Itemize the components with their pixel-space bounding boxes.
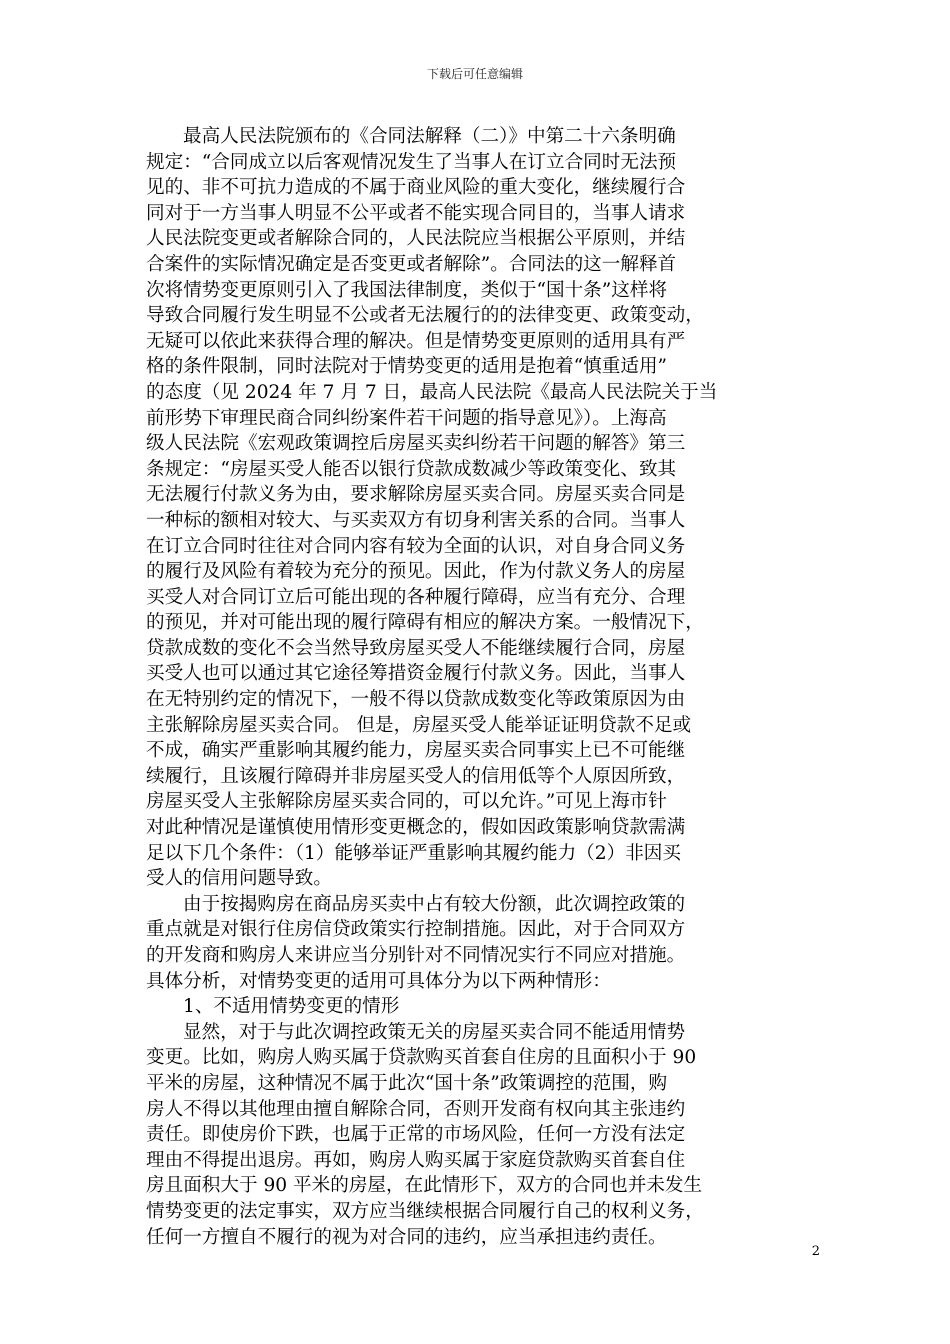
paragraph-line: 规定：“合同成立以后客观情况发生了当事人在订立合同时无法预 — [146, 151, 677, 173]
paragraph-line: 任何一方擅自不履行的视为对合同的违约，应当承担违约责任。 — [146, 1226, 667, 1248]
paragraph-line: 对此种情况是谨慎使用情形变更概念的，假如因政策影响贷款需满 — [146, 817, 686, 839]
paragraph-line: 理由不得提出退房。再如，购房人购买属于家庭贷款购买首套自住 — [146, 1149, 686, 1171]
paragraph-line: 由于按揭购房在商品房买卖中占有较大份额，此次调控政策的 — [183, 893, 686, 915]
paragraph-line: 同对于一方当事人明显不公平或者不能实现合同目的，当事人请求 — [146, 202, 686, 224]
paragraph-line: 级人民法院《宏观政策调控后房屋买卖纠纷若干问题的解答》第三 — [146, 433, 686, 455]
paragraph-line: 房且面积大于 90 平米的房屋，在此情形下，双方的合同也并未发生 — [146, 1175, 703, 1197]
paragraph-line: 格的条件限制，同时法院对于情势变更的适用是抱着“慎重适用” — [146, 356, 668, 378]
paragraph-line: 前形势下审理民商合同纠纷案件若干问题的指导意见》）。上海高 — [146, 407, 667, 429]
paragraph-line: 受人的信用问题导致。 — [146, 868, 332, 890]
paragraph-line: 的开发商和购房人来讲应当分别针对不同情况实行不同应对措施。 — [146, 945, 686, 966]
paragraph-line: 具体分析，对情势变更的适用可具体分为以下两种情形： — [146, 970, 611, 992]
paragraph-line: 不成，确实严重影响其履约能力，房屋买卖合同事实上已不可能继 — [146, 740, 686, 762]
paragraph-line: 在订立合同时往往对合同内容有较为全面的认识，对自身合同义务 — [146, 535, 686, 557]
paragraph-line: 主张解除房屋买卖合同。 但是，房屋买受人能举证证明贷款不足或 — [146, 714, 692, 736]
paragraph-line: 足以下几个条件：（1）能够举证严重影响其履约能力（2）非因买 — [146, 842, 681, 864]
paragraph-line: 房人不得以其他理由擅自解除合同，否则开发商有权向其主张违约 — [146, 1098, 686, 1120]
paragraph-line: 一种标的额相对较大、与买卖双方有切身利害关系的合同。当事人 — [146, 509, 686, 531]
paragraph-line: 的态度（见 2024 年 7 月 7 日，最高人民法院《最高人民法院关于当 — [146, 381, 718, 403]
paragraph-line: 人民法院变更或者解除合同的，人民法院应当根据公平原则，并结 — [146, 228, 686, 250]
page-number: 2 — [811, 1244, 820, 1259]
paragraph-line: 房屋买受人主张解除房屋买卖合同的，可以允许。”可见上海市针 — [146, 791, 667, 813]
paragraph-line: 贷款成数的变化不会当然导致房屋买受人不能继续履行合同，房屋 — [146, 637, 686, 659]
paragraph-line: 责任。即使房价下跌，也属于正常的市场风险，任何一方没有法定 — [146, 1124, 686, 1146]
paragraph-line: 最高人民法院颁布的《合同法解释（二）》中第二十六条明确 — [183, 126, 676, 147]
paragraph-line: 买受人也可以通过其它途径筹措资金履行付款义务。因此，当事人 — [146, 663, 686, 685]
paragraph-line: 变更。比如，购房人购买属于贷款购买首套自住房的且面积小于 90 — [146, 1047, 697, 1069]
paragraph-line: 条规定：“房屋买受人能否以银行贷款成数减少等政策变化、致其 — [146, 458, 677, 480]
paragraph-line: 次将情势变更原则引入了我国法律制度，类似于“国十条”这样将 — [146, 279, 668, 301]
page-header: 下载后可任意编辑 — [426, 67, 523, 81]
paragraph-line: 平米的房屋，这种情况不属于此次“国十条”政策调控的范围，购 — [146, 1072, 668, 1094]
document-body — [146, 124, 806, 1250]
paragraph-line: 无疑可以依此来获得合理的解决。但是情势变更原则的适用具有严 — [146, 330, 686, 352]
paragraph-line: 续履行，且该履行障碍并非房屋买受人的信用低等个人原因所致， — [146, 765, 686, 787]
paragraph-line: 导致合同履行发生明显不公或者无法履行的的法律变更、政策变动， — [146, 305, 704, 327]
paragraph-line: 情势变更的法定事实，双方应当继续根据合同履行自己的权利义务， — [146, 1200, 704, 1222]
paragraph-line: 买受人对合同订立后可能出现的各种履行障碍，应当有充分、合理 — [146, 586, 686, 608]
paragraph-line: 无法履行付款义务为由，要求解除房屋买卖合同。房屋买卖合同是 — [146, 484, 686, 506]
section-heading: 1、不适用情势变更的情形 — [183, 996, 400, 1018]
paragraph-line: 的履行及风险有着较为充分的预见。因此，作为付款义务人的房屋 — [146, 561, 686, 583]
paragraph-line: 重点就是对银行住房信贷政策实行控制措施。因此，对于合同双方 — [146, 919, 686, 941]
paragraph-line: 显然，对于与此次调控政策无关的房屋买卖合同不能适用情势 — [183, 1021, 686, 1043]
paragraph-line: 的预见，并对可能出现的履行障碍有相应的解决方案。一般情况下， — [146, 612, 704, 634]
paragraph-line: 在无特别约定的情况下，一般不得以贷款成数变化等政策原因为由 — [146, 689, 686, 711]
paragraph-line: 合案件的实际情况确定是否变更或者解除”。合同法的这一解释首 — [146, 253, 677, 275]
paragraph-line: 见的、非不可抗力造成的不属于商业风险的重大变化，继续履行合 — [146, 177, 686, 199]
